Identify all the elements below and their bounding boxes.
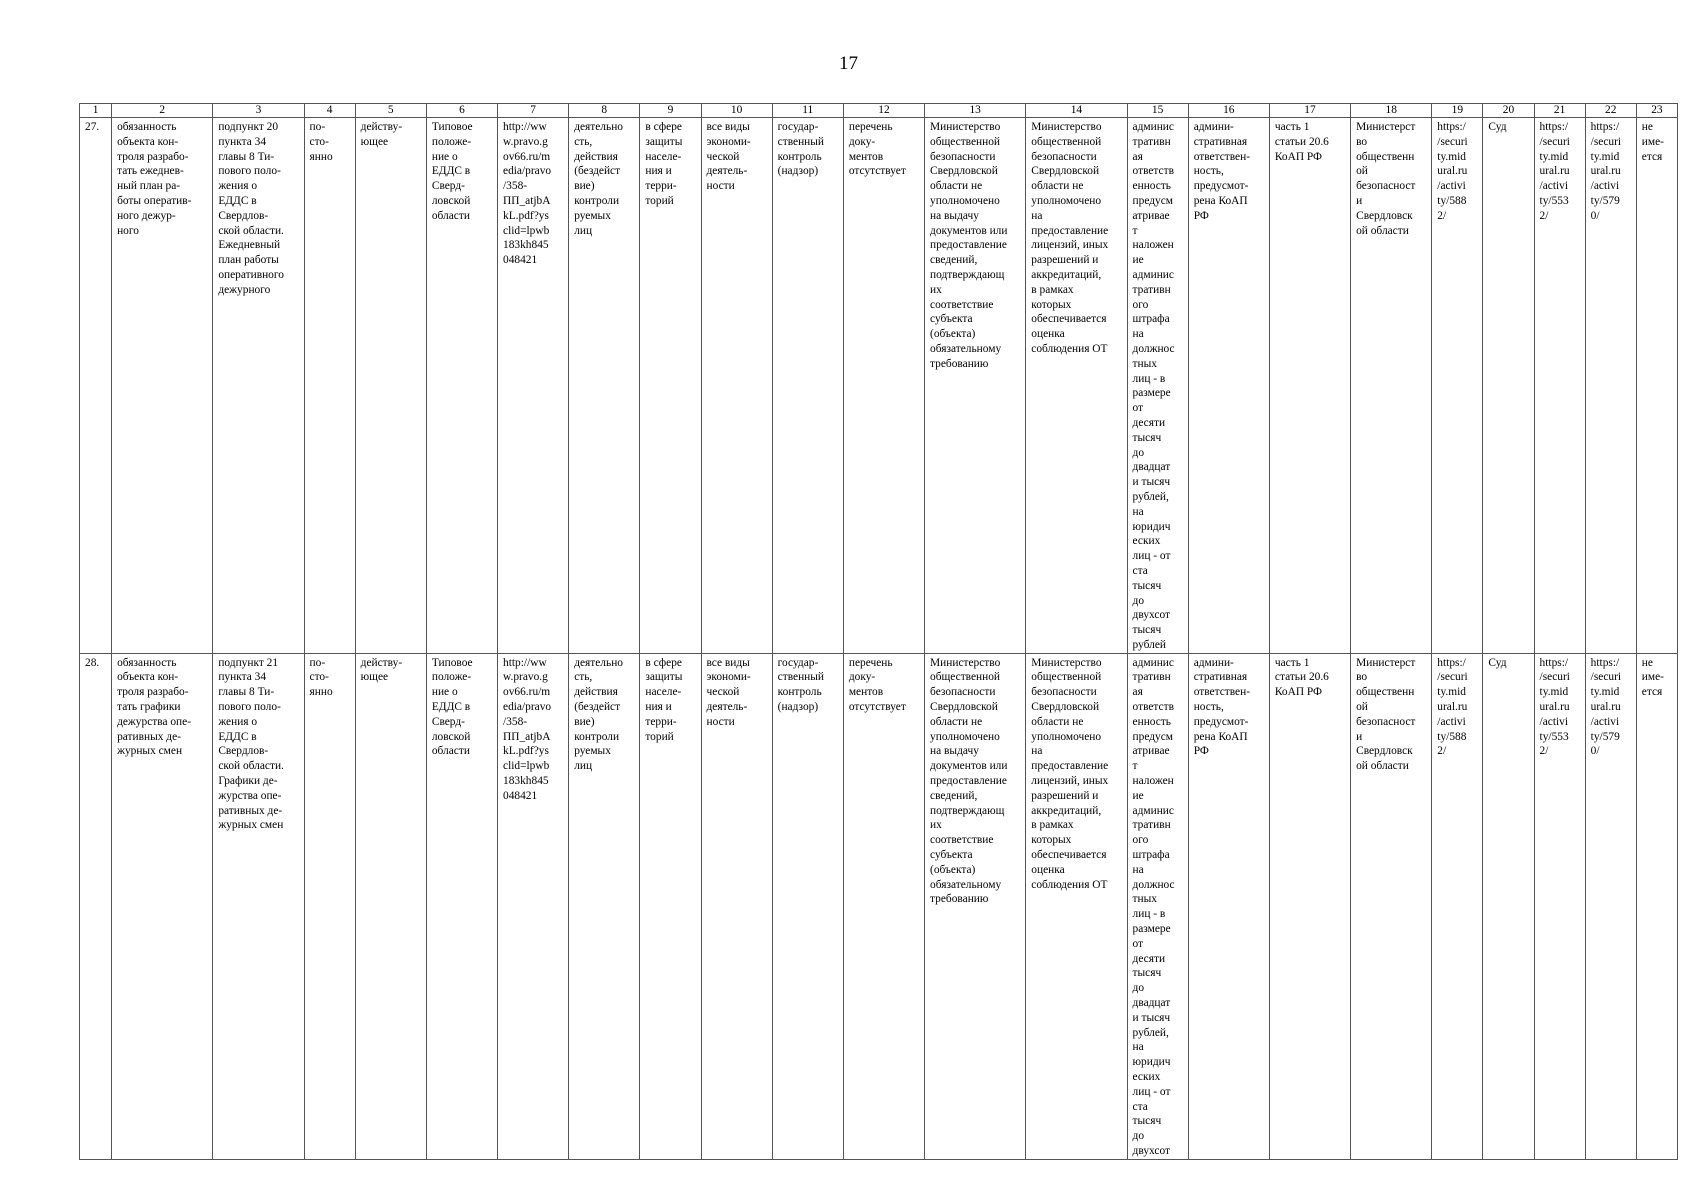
obligation-cell: обязанность объекта кон- троля разрабо- тать ежеднев- ный план ра- боты оператив- ного дежур- ного [112,118,213,654]
column-number: 12 [843,104,924,118]
licensing-cell: Министерство общественной безопасности Свердловской области не уполномочено на предоставление лицензий, иных разрешений и аккредитаций, в рамках которых обеспечивается оценка соблюдения ОТ [1026,118,1127,654]
link-cell: https:/ /securi ty.mid ural.ru /activi ty/579 0/ [1585,118,1636,654]
act-name-cell: Типовое положе- ние о ЕДДС в Сверд- ловской области [426,653,497,1159]
documents-cell: перечень доку- ментов отсутствует [843,653,924,1159]
regulation-table [79,103,1678,1160]
liability-description-cell: админис тративн ая ответств енность предусм атривае т наложен ие админис тративн ого штрафа на должнос тных лиц - в размере от десяти тысяч до двадцат и тысяч рублей, на юридич еских лиц - от ста тысяч до двухсот [1127,653,1188,1159]
liability-article-cell: часть 1 статьи 20.6 КоАП РФ [1269,118,1350,654]
page-number: 17 [839,53,858,74]
column-number: 14 [1026,104,1127,118]
obligation-cell: обязанность объекта кон- троля разрабо- тать графики дежурства опе- ративных де- журных смен [112,653,213,1159]
control-type-cell: государ- ственный контроль (надзор) [772,653,843,1159]
activity-type-cell: все виды экономи- ческой деятель- ности [701,653,772,1159]
column-number: 15 [1127,104,1188,118]
authority-cell: Министерст во общественн ой безопасност и Свердловск ой области [1351,118,1432,654]
legal-provision-cell: подпункт 20 пункта 34 главы 8 Ти- пового поло- жения о ЕДДС в Свердлов- ской области. Ежедневный план работы оперативного дежурного [213,118,304,654]
frequency-cell: по- сто- янно [304,653,355,1159]
status-cell: действу- ющее [355,653,426,1159]
column-number: 6 [426,104,497,118]
column-number: 17 [1269,104,1350,118]
column-number: 8 [569,104,640,118]
column-number: 18 [1351,104,1432,118]
act-name-cell: Типовое положе- ние о ЕДДС в Сверд- ловской области [426,118,497,654]
status-cell: действу- ющее [355,118,426,654]
link-cell: https:/ /securi ty.mid ural.ru /activi ty/588 2/ [1432,653,1483,1159]
link-cell: https:/ /securi ty.mid ural.ru /activi ty/579 0/ [1585,653,1636,1159]
act-link-cell: http://ww w.pravo.g ov66.ru/m edia/pravo /358- ПП_atjbA kL.pdf?ys clid=lpwb 183kh845 048421 [498,653,569,1159]
control-object-cell: деятельно сть, действия (бездейст вие) контроли руемых лиц [569,118,640,654]
sphere-cell: в сфере защиты населе- ния и терри- торий [640,653,701,1159]
link-cell: https:/ /securi ty.mid ural.ru /activi ty/553 2/ [1534,653,1585,1159]
column-number: 20 [1483,104,1534,118]
table-row [80,118,1678,654]
column-number: 2 [112,104,213,118]
column-number: 1 [80,104,112,118]
documents-issuance-cell: Министерство общественной безопасности Свердловской области не уполномочено на выдачу документов или предоставление сведений, подтверждающ их соответствие субъекта (объекта) обязательному требованию [925,118,1026,654]
control-type-cell: государ- ственный контроль (надзор) [772,118,843,654]
column-number: 9 [640,104,701,118]
licensing-cell: Министерство общественной безопасности Свердловской области не уполномочено на предоставление лицензий, иных разрешений и аккредитаций, в рамках которых обеспечивается оценка соблюдения ОТ [1026,653,1127,1159]
liability-description-cell: админис тративн ая ответств енность предусм атривае т наложен ие админис тративн ого штрафа на должнос тных лиц - в размере от десяти тысяч до двадцат и тысяч рублей, на юридич еских лиц - от ста тысяч до двухсот тысяч рублей [1127,118,1188,654]
link-cell: https:/ /securi ty.mid ural.ru /activi ty/553 2/ [1534,118,1585,654]
row-number-cell: 28. [80,653,112,1159]
availability-cell: не име- ется [1636,118,1677,654]
link-cell: https:/ /securi ty.mid ural.ru /activi ty/588 2/ [1432,118,1483,654]
liability-article-cell: часть 1 статьи 20.6 КоАП РФ [1269,653,1350,1159]
legal-provision-cell: подпункт 21 пункта 34 главы 8 Ти- пового поло- жения о ЕДДС в Свердлов- ской области. Графики де- журства опе- ративных де- журных смен [213,653,304,1159]
column-number: 3 [213,104,304,118]
row-number-cell: 27. [80,118,112,654]
court-cell: Суд [1483,653,1534,1159]
documents-cell: перечень доку- ментов отсутствует [843,118,924,654]
column-number: 21 [1534,104,1585,118]
column-number: 23 [1636,104,1677,118]
column-number: 11 [772,104,843,118]
liability-type-cell: админи- стративная ответствен- ность, предусмот- рена КоАП РФ [1188,653,1269,1159]
availability-cell: не име- ется [1636,653,1677,1159]
court-cell: Суд [1483,118,1534,654]
control-object-cell: деятельно сть, действия (бездейст вие) контроли руемых лиц [569,653,640,1159]
liability-type-cell: админи- стративная ответствен- ность, предусмот- рена КоАП РФ [1188,118,1269,654]
column-number: 7 [498,104,569,118]
sphere-cell: в сфере защиты населе- ния и терри- торий [640,118,701,654]
column-number: 13 [925,104,1026,118]
act-link-cell: http://ww w.pravo.g ov66.ru/m edia/pravo /358- ПП_atjbA kL.pdf?ys clid=lpwb 183kh845 048421 [498,118,569,654]
activity-type-cell: все виды экономи- ческой деятель- ности [701,118,772,654]
column-number: 22 [1585,104,1636,118]
column-number: 5 [355,104,426,118]
column-number: 10 [701,104,772,118]
column-number: 4 [304,104,355,118]
column-number: 16 [1188,104,1269,118]
frequency-cell: по- сто- янно [304,118,355,654]
authority-cell: Министерст во общественн ой безопасност и Свердловск ой области [1351,653,1432,1159]
column-number: 19 [1432,104,1483,118]
table-header-row [80,104,1678,118]
table-row [80,653,1678,1159]
documents-issuance-cell: Министерство общественной безопасности Свердловской области не уполномочено на выдачу документов или предоставление сведений, подтверждающ их соответствие субъекта (объекта) обязательному требованию [925,653,1026,1159]
